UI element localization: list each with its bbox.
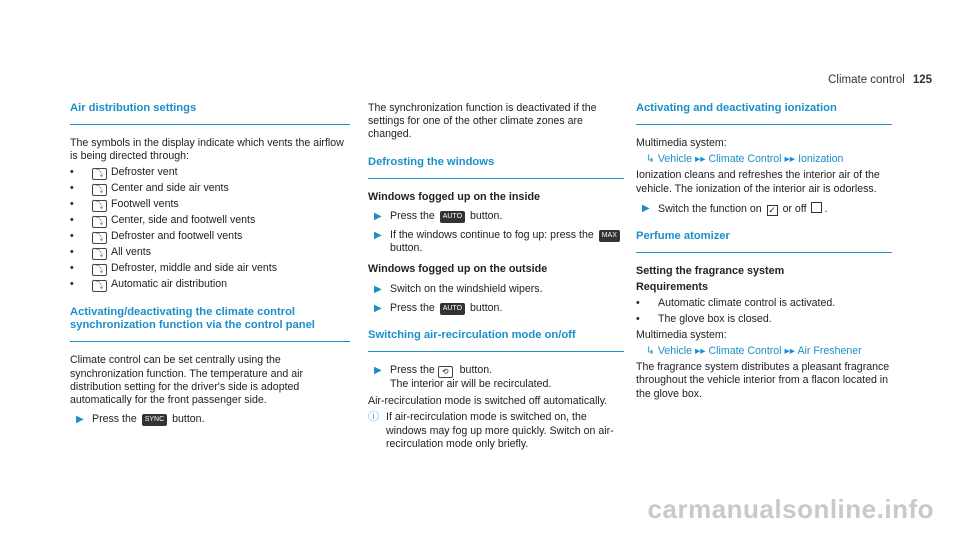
column-3 <box>636 102 892 404</box>
list-item <box>70 230 350 244</box>
list-item-label: Center and side air vents <box>111 182 229 195</box>
action-arrow-icon: ▶ <box>374 365 382 377</box>
bullet: • <box>636 297 640 310</box>
action-arrow-icon: ▶ <box>374 210 382 222</box>
column-1 <box>70 102 350 430</box>
bullet: • <box>70 198 74 211</box>
sync-deactivate-text: The synchronization function is deactivated if the settings for one of the other climate zones are changed. <box>368 102 597 141</box>
list-item-label: Defroster, middle and side air vents <box>111 262 278 275</box>
multimedia-label-2: Multimedia system: <box>636 328 727 341</box>
heading-sync: Activating/deactivating the climate control synchronization function via the control panel <box>70 306 315 332</box>
auto-button-icon: AUTO <box>440 211 465 223</box>
action-recirculation: ▶ Press the ⟲ button. The interior air will be recirculated. <box>374 364 552 391</box>
section-title: Climate control <box>828 74 905 86</box>
menu-path-freshener <box>636 345 892 358</box>
menu-path-item: Vehicle <box>657 345 692 358</box>
page-number: 125 <box>912 74 932 86</box>
heading-ionization: Activating and deactivating ionization <box>636 102 837 114</box>
list-item-label: Defroster vent <box>111 166 178 179</box>
action-auto: ▶ Press the AUTO button. <box>374 209 503 222</box>
recirculation-auto-off: Air-recirculation mode is switched off automatically. <box>368 395 608 408</box>
column-2 <box>368 102 624 451</box>
list-item <box>70 262 350 276</box>
list-item-label: Defroster and footwell vents <box>111 230 243 243</box>
watermark: carmanualsonline.info <box>647 494 934 524</box>
list-item <box>70 182 350 196</box>
requirements-list <box>636 297 892 325</box>
path-separator-icon: ▸▸ <box>692 345 709 358</box>
menu-path-item: Climate Control <box>708 345 782 358</box>
action-max: ▶ If the windows continue to fog up: press the MAX button. <box>368 229 624 255</box>
ionization-text: Ionization cleans and refreshes the interior air of the vehicle. The ionization of the interior air is odorless. <box>636 169 880 195</box>
list-item <box>70 246 350 260</box>
path-separator-icon: ▸▸ <box>781 345 798 358</box>
action-arrow-icon: ▶ <box>374 283 382 295</box>
heading-defrost: Defrosting the windows <box>368 155 495 168</box>
sync-button-icon: SYNC <box>142 414 167 426</box>
bullet: • <box>70 278 74 291</box>
action-arrow-icon: ▶ <box>374 230 382 242</box>
info-icon: ⓘ <box>368 411 379 424</box>
list-item <box>70 278 350 292</box>
sync-paragraph: Climate control can be set centrally using the synchronization function. The temperature and air distribution setting for the driver's side is adopted automatically for the front passenger side. <box>70 354 304 407</box>
checkbox-empty-icon <box>811 202 822 213</box>
list-item <box>70 166 350 180</box>
info-note: ⓘ If air-recirculation mode is switched on, the windows may fog up more quickly. Switch on air-recirculation mode only briefly. <box>368 411 614 450</box>
list-item-label: Center, side and footwell vents <box>111 214 256 227</box>
recirculation-result: The interior air will be recirculated. <box>390 378 552 391</box>
vent-list <box>70 166 350 292</box>
action-sync: ▶ Press the SYNC button. <box>76 413 205 426</box>
page-header <box>828 74 932 86</box>
max-defrost-button-icon: MAX <box>599 230 620 242</box>
action-arrow-icon: ▶ <box>642 202 650 214</box>
heading-recirculation: Switching air-recirculation mode on/off <box>368 329 576 342</box>
action-arrow-icon: ▶ <box>374 302 382 314</box>
action-auto-2: ▶ Press the AUTO button. <box>374 301 503 314</box>
sub-outside: Windows fogged up on the outside <box>368 263 548 276</box>
recirculation-icon: ⟲ <box>438 366 453 378</box>
sub-fragrance: Setting the fragrance system <box>636 265 785 278</box>
bullet: • <box>70 166 74 179</box>
defroster-icon: ⤵ <box>92 168 107 180</box>
bullet: • <box>636 312 640 325</box>
defroster-footwell-icon: ⤵ <box>92 232 107 244</box>
list-item-label: All vents <box>111 246 152 259</box>
path-start-icon: ↳ <box>646 345 658 358</box>
bullet: • <box>70 246 74 259</box>
center-side-footwell-icon: ⤵ <box>92 216 107 228</box>
menu-path-item: Climate Control <box>708 153 782 166</box>
intro-text: The symbols in the display indicate which vents the airflow is being directed through: <box>70 137 344 163</box>
bullet: • <box>70 230 74 243</box>
heading-perfume: Perfume atomizer <box>636 230 730 243</box>
path-separator-icon: ▸▸ <box>692 153 709 166</box>
requirement-item <box>636 297 892 310</box>
list-item <box>70 198 350 212</box>
auto-button-icon: AUTO <box>440 303 465 315</box>
requirement-label: The glove box is closed. <box>658 312 772 325</box>
sub-inside: Windows fogged up on the inside <box>368 190 541 203</box>
bullet: • <box>70 182 74 195</box>
list-item-label: Automatic air distribution <box>111 278 227 291</box>
bullet: • <box>70 214 74 227</box>
center-side-icon: ⤵ <box>92 184 107 196</box>
action-arrow-icon: ▶ <box>76 414 84 426</box>
all-vents-icon: ⤵ <box>92 248 107 260</box>
list-item <box>70 214 350 228</box>
action-toggle: ▶ Switch the function on ✓ or off . <box>642 202 828 215</box>
fragrance-text: The fragrance system distributes a pleasant fragrance throughout the vehicle interior from a flacon located in the glove box. <box>636 361 890 400</box>
multimedia-label: Multimedia system: <box>636 137 727 149</box>
path-start-icon: ↳ <box>646 153 658 166</box>
auto-distribution-icon: ⤵ <box>92 280 107 292</box>
path-separator-icon: ▸▸ <box>781 153 799 166</box>
menu-path-ionization <box>636 153 892 166</box>
action-wipers: ▶ Switch on the windshield wipers. <box>374 282 543 295</box>
requirements-label: Requirements <box>636 281 708 294</box>
defroster-middle-side-icon: ⤵ <box>92 264 107 276</box>
bullet: • <box>70 262 74 275</box>
footwell-icon: ⤵ <box>92 200 107 212</box>
checkbox-checked-icon: ✓ <box>768 204 776 215</box>
requirement-label: Automatic climate control is activated. <box>658 297 836 310</box>
menu-path-item: Vehicle <box>657 153 692 166</box>
menu-path-item: Air Freshener <box>797 345 862 358</box>
menu-path-item: Ionization <box>798 153 844 166</box>
requirement-item <box>636 313 892 326</box>
heading-air-distribution: Air distribution settings <box>70 102 197 114</box>
list-item-label: Footwell vents <box>111 198 179 211</box>
